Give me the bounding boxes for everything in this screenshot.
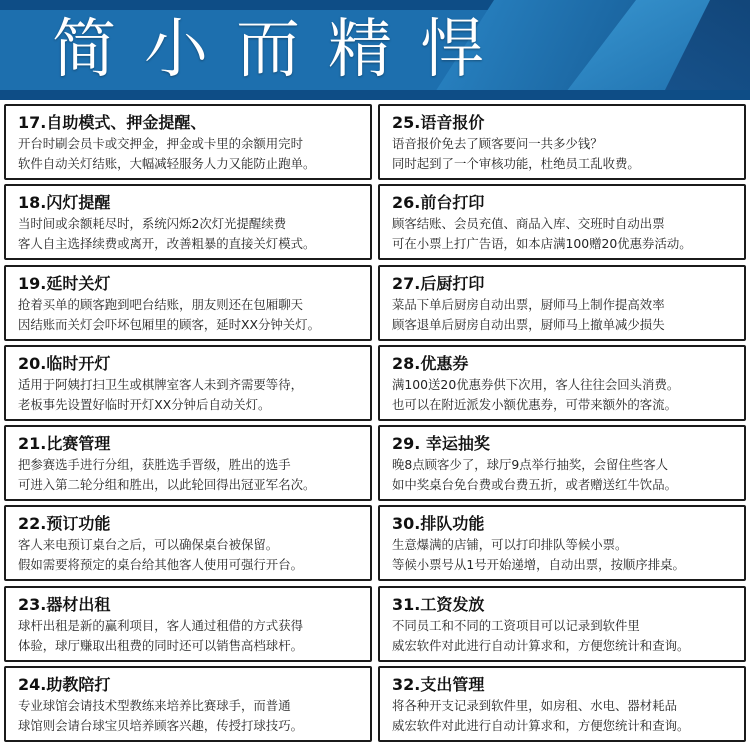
feature-title: 30.排队功能: [392, 514, 485, 534]
feature-card-29: [378, 425, 746, 501]
feature-title: 25.语音报价: [392, 113, 485, 132]
feature-line: 当时间或余额耗尽时，系统闪烁2次灯光提醒续费: [18, 216, 287, 232]
feature-line: 专业球馆会请技术型教练来培养比赛球手，而普通: [18, 697, 291, 713]
feature-line: 因结账而关灯会吓坏包厢里的顾客，延时XX分钟关灯。: [18, 316, 320, 332]
feature-title: 19.延时关灯: [18, 273, 111, 293]
feature-line: 晚8点顾客少了，球厅9点举行抽奖，会留住些客人: [392, 457, 668, 472]
feature-card-30: [378, 505, 746, 581]
feature-line: 软件自动关灯结账，大幅减轻服务人力又能防止跑单。: [18, 156, 316, 171]
feature-title: 22.预订功能: [18, 514, 111, 534]
feature-card-26: [378, 184, 746, 260]
feature-title: 21.比赛管理: [18, 434, 111, 453]
feature-line: 老板事先设置好临时开灯XX分钟后自动关灯。: [18, 396, 271, 412]
feature-line: 抢着买单的顾客跑到吧台结账，朋友则还在包厢聊天: [18, 296, 303, 312]
feature-line: 体验，球厅赚取出租费的同时还可以销售高档球杆。: [18, 637, 303, 653]
feature-line: 如中奖桌台免台费或台费五折，或者赠送红牛饮品。: [392, 477, 677, 492]
feature-grid: [4, 104, 746, 746]
feature-line: 也可以在附近派发小额优惠券，可带来额外的客流。: [392, 396, 677, 412]
feature-line: 等候小票号从1号开始递增，自动出票，按顺序排桌。: [392, 557, 685, 573]
feature-card-23: [4, 586, 372, 662]
feature-line: 满100送20优惠券供下次用，客人往往会回头消费。: [392, 376, 680, 392]
feature-title: 24.助教陪打: [18, 674, 111, 694]
feature-line: 球馆则会请台球宝贝培养顾客兴趣，传授打球技巧。: [18, 717, 303, 733]
feature-card-31: [378, 586, 746, 662]
feature-card-27: [378, 265, 746, 341]
feature-line: 将各种开支记录到软件里，如房租、水电、器材耗品: [392, 697, 677, 713]
feature-line: 顾客退单后厨房自动出票，厨师马上撤单减少损失: [392, 316, 665, 332]
feature-card-28: [378, 345, 746, 421]
feature-line: 适用于阿姨打扫卫生或棋牌室客人未到齐需要等待，: [18, 376, 303, 392]
feature-line: 语音报价免去了顾客要问一共多少钱？: [392, 136, 603, 151]
header-banner: [0, 0, 750, 100]
feature-card-25: [378, 104, 746, 180]
feature-title: 32.支出管理: [392, 674, 485, 694]
banner-title: 简小而精悍: [52, 13, 512, 87]
feature-title: 29. 幸运抽奖: [392, 434, 490, 453]
feature-line: 开台时刷会员卡或交押金，押金或卡里的余额用完时: [18, 136, 303, 151]
feature-title: 23.器材出租: [18, 594, 111, 614]
feature-line: 不同员工和不同的工资项目可以记录到软件里: [392, 617, 640, 633]
feature-title: 31.工资发放: [392, 594, 485, 614]
feature-title: 18.闪灯提醒: [18, 193, 111, 213]
feature-card-17: [4, 104, 372, 180]
banner-bottom-stripe: [0, 90, 750, 100]
feature-title: 17.自助模式、押金提醒、: [18, 113, 207, 132]
feature-line: 把参赛选手进行分组，获胜选手晋级，胜出的选手: [18, 457, 291, 472]
feature-line: 菜品下单后厨房自动出票，厨师马上制作提高效率: [392, 296, 665, 312]
feature-card-19: [4, 265, 372, 341]
feature-line: 可在小票上打广告语，如本店满100赠20优惠券活动。: [392, 236, 692, 252]
feature-title: 20.临时开灯: [18, 353, 111, 373]
feature-line: 客人来电预订桌台之后，可以确保桌台被保留。: [18, 537, 279, 553]
feature-card-32: [378, 666, 746, 742]
feature-line: 顾客结账、会员充值、商品入库、交班时自动出票: [392, 216, 665, 232]
feature-card-22: [4, 505, 372, 581]
feature-line: 可进入第二轮分组和胜出，以此轮回得出冠亚军名次。: [18, 477, 316, 492]
feature-title: 27.后厨打印: [392, 273, 485, 293]
feature-line: 生意爆满的店铺，可以打印排队等候小票。: [392, 537, 628, 553]
feature-line: 球杆出租是新的赢利项目，客人通过租借的方式获得: [18, 617, 303, 633]
feature-line: 威宏软件对此进行自动计算求和，方便您统计和查询。: [392, 637, 690, 653]
feature-card-21: [4, 425, 372, 501]
feature-card-24: [4, 666, 372, 742]
feature-card-20: [4, 345, 372, 421]
feature-line: 客人自主选择续费或离开，改善粗暴的直接关灯模式。: [18, 236, 316, 252]
feature-line: 假如需要将预定的桌台给其他客人使用可强行开台。: [18, 557, 303, 573]
feature-card-18: [4, 184, 372, 260]
feature-title: 26.前台打印: [392, 193, 485, 213]
feature-title: 28.优惠券: [392, 353, 469, 373]
feature-line: 威宏软件对此进行自动计算求和，方便您统计和查询。: [392, 717, 690, 733]
feature-line: 同时起到了一个审核功能，杜绝员工乱收费。: [392, 156, 640, 171]
